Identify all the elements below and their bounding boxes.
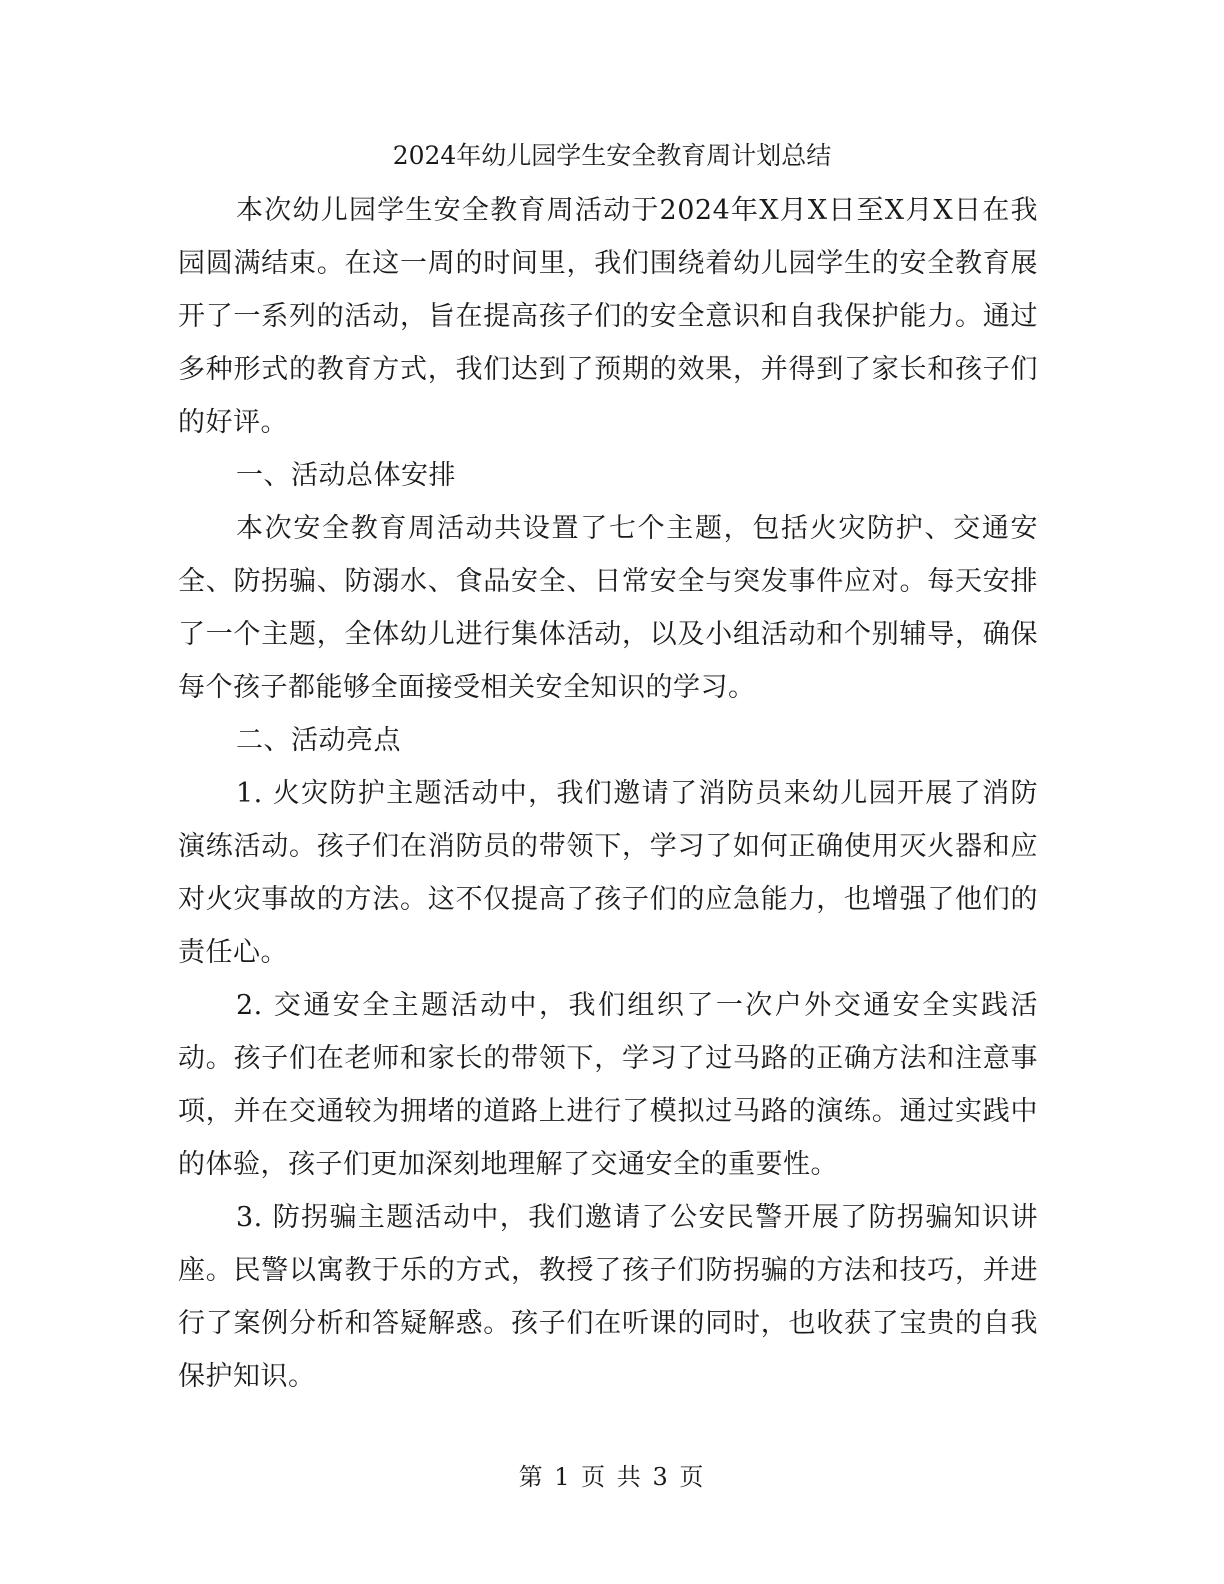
paragraph-arrangement: 本次安全教育周活动共设置了七个主题，包括火灾防护、交通安全、防拐骗、防溺水、食品安全、日常安全与突发事件应对。每天安排了一个主题，全体幼儿进行集体活动，以及小组活动和个别辅导，确保每个孩子都能够全面接受相关安全知识的学习。 <box>178 513 1038 703</box>
document-title: 2024年幼儿园学生安全教育周计划总结 <box>392 141 832 170</box>
page-footer: 第 1 页 共 3 页 <box>518 1463 706 1491</box>
document-body <box>178 184 1038 1403</box>
paragraph-highlight-anti-abduction: 3. 防拐骗主题活动中，我们邀请了公安民警开展了防拐骗知识讲座。民警以寓教于乐的方式，教授了孩子们防拐骗的方法和技巧，并进行了案例分析和答疑解惑。孩子们在听课的同时，也收获了宝贵的自我保护知识。 <box>178 1202 1038 1392</box>
paragraph-highlight-fire: 1. 火灾防护主题活动中，我们邀请了消防员来幼儿园开展了消防演练活动。孩子们在消防员的带领下，学习了如何正确使用灭火器和应对火灾事故的方法。这不仅提高了孩子们的应急能力，也增强了他们的责任心。 <box>178 778 1038 968</box>
paragraph-highlight-traffic: 2. 交通安全主题活动中，我们组织了一次户外交通安全实践活动。孩子们在老师和家长的带领下，学习了过马路的正确方法和注意事项，并在交通较为拥堵的道路上进行了模拟过马路的演练。通过实践中的体验，孩子们更加深刻地理解了交通安全的重要性。 <box>178 990 1038 1180</box>
section-heading-overall-arrangement: 一、活动总体安排 <box>236 460 456 491</box>
paragraph-intro: 本次幼儿园学生安全教育周活动于2024年X月X日至X月X日在我园圆满结束。在这一周的时间里，我们围绕着幼儿园学生的安全教育展开了一系列的活动，旨在提高孩子们的安全意识和自我保护能力。通过多种形式的教育方式，我们达到了预期的效果，并得到了家长和孩子们的好评。 <box>178 195 1038 438</box>
section-heading-highlights: 二、活动亮点 <box>236 725 401 756</box>
